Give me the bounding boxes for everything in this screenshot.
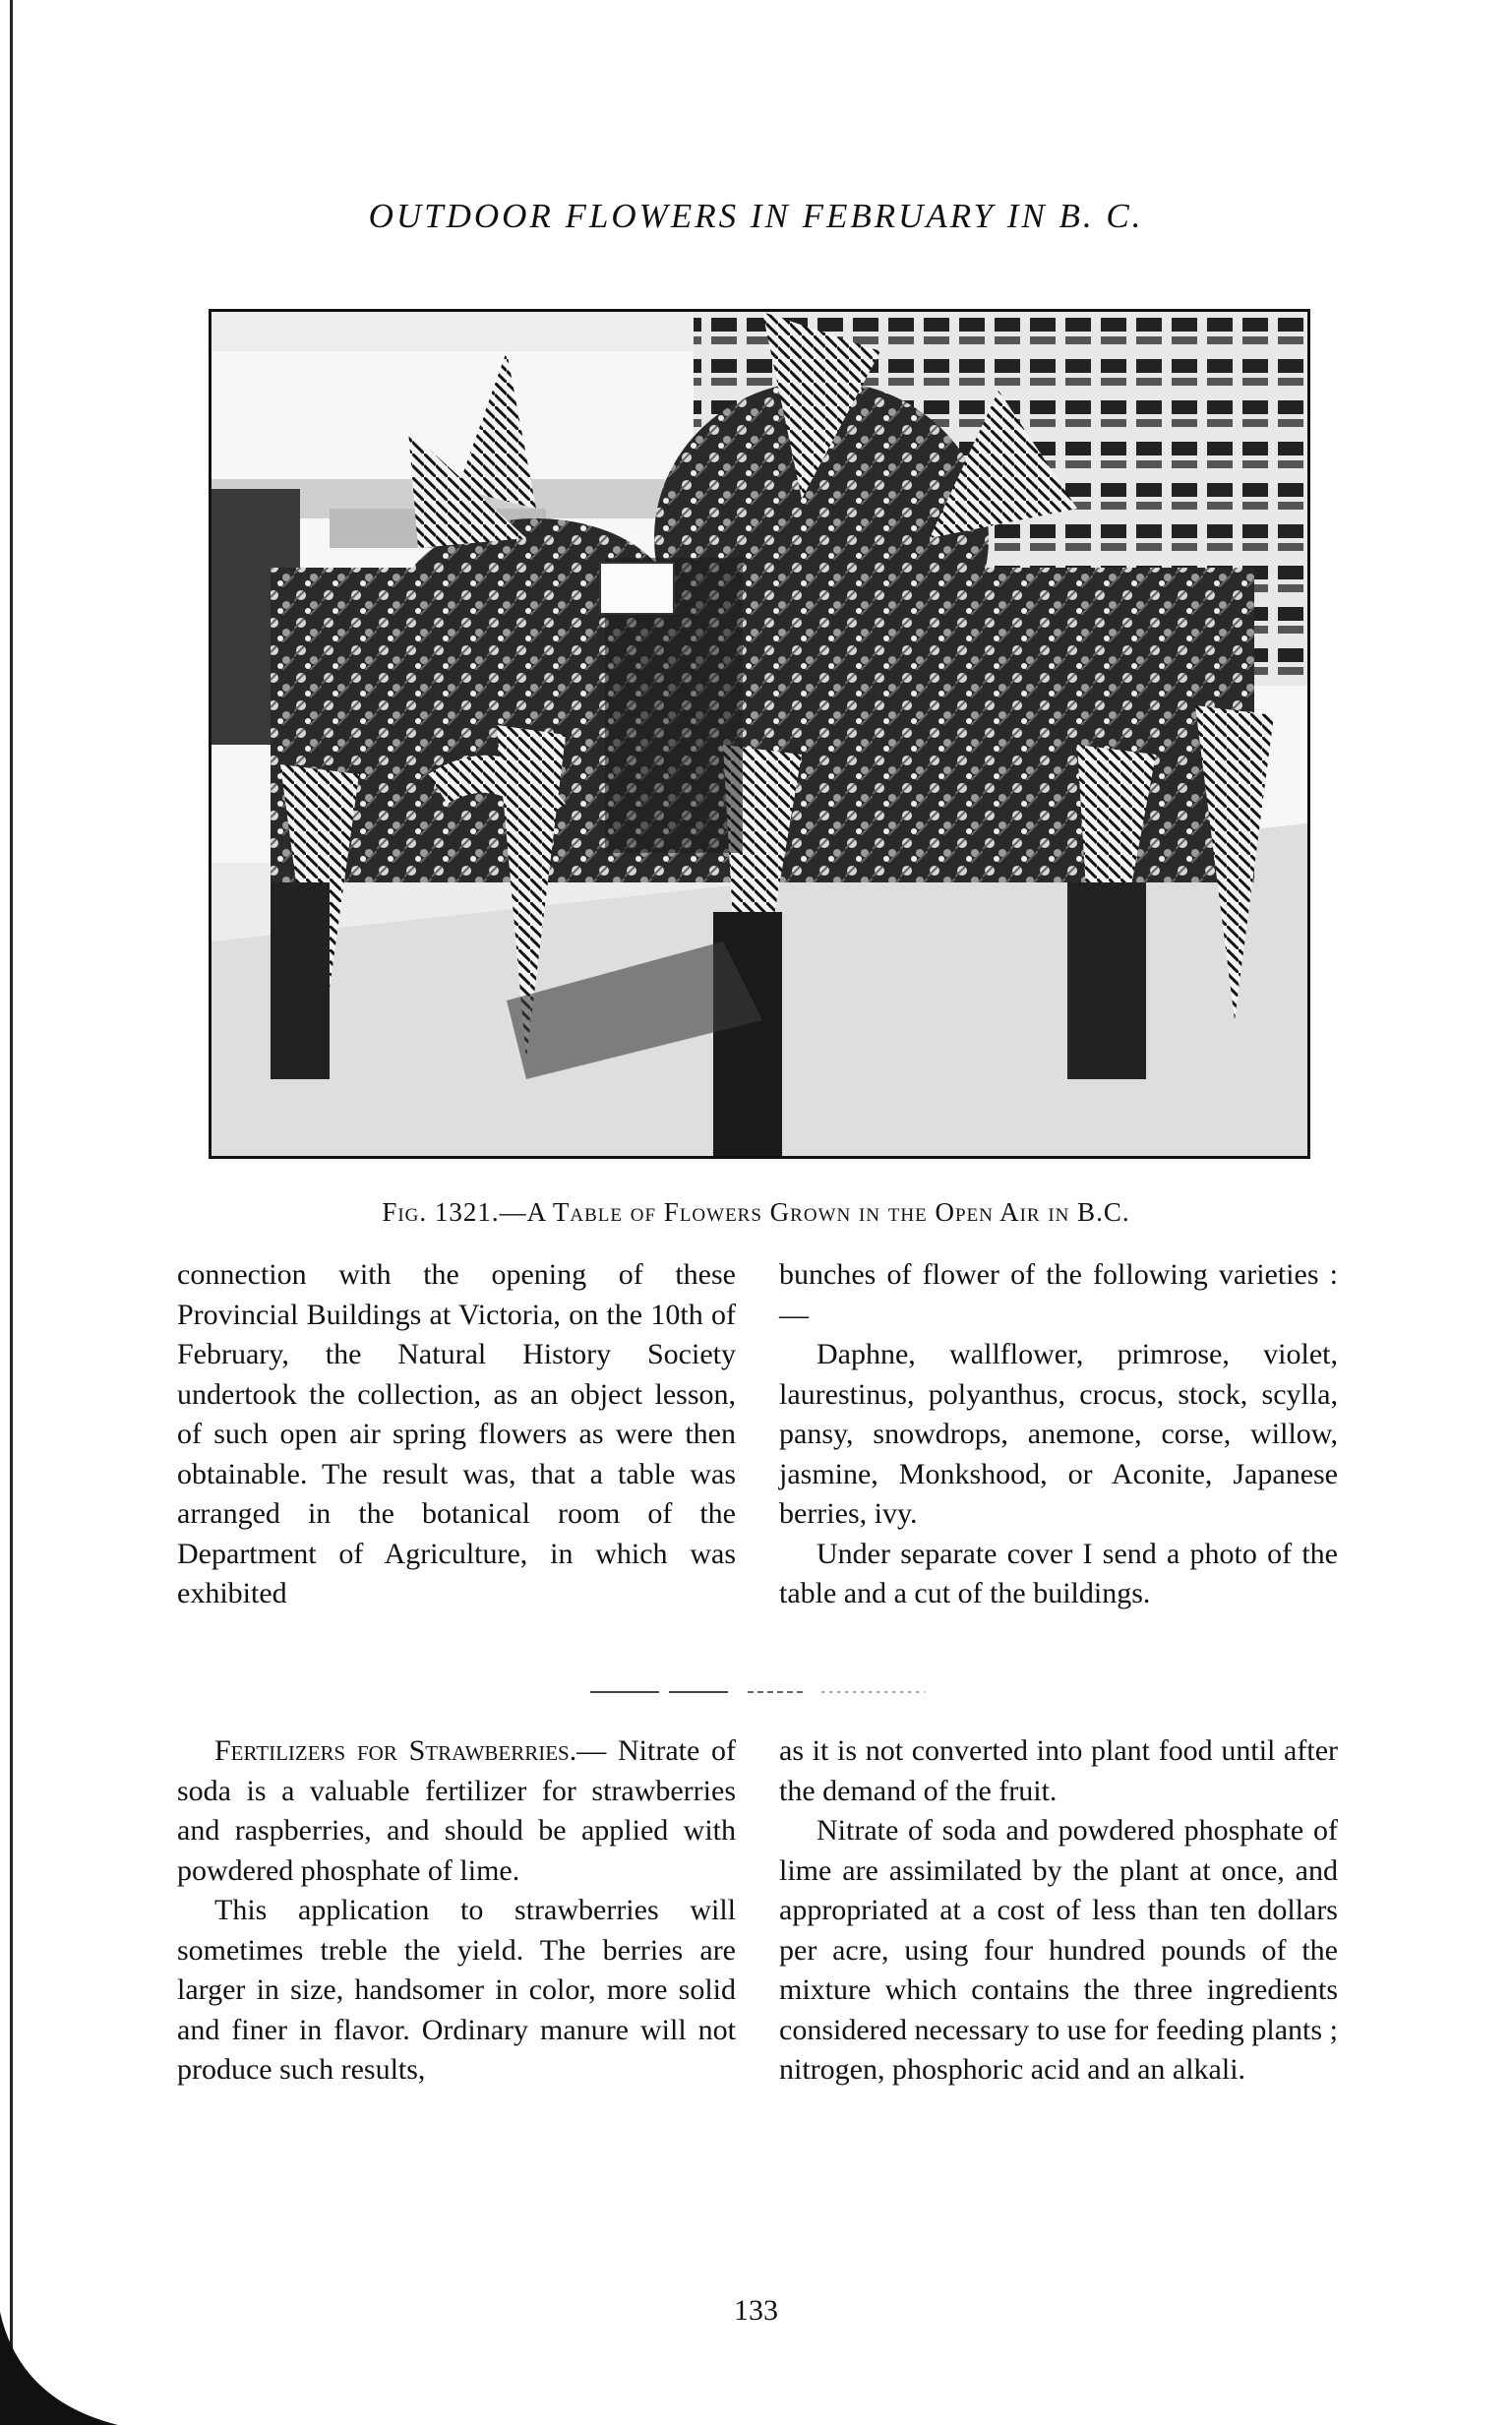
page-number: 133 — [734, 2294, 778, 2327]
paragraph: as it is not converted into plant food until after the demand of the fruit. — [779, 1734, 1338, 1807]
flower-table-photo — [209, 309, 1310, 1159]
running-title: OUTDOOR FLOWERS IN FEBRUARY IN B. C. — [368, 197, 1144, 235]
flower-varieties-list: Daphne, wallflower, primrose, violet, laurestinus, polyanthus, crocus, stock, scylla, pansy, snowdrops, anemone, corse, willow, jasmine, Monkshood, or Aconite, Japanese berries, ivy. — [779, 1338, 1338, 1530]
article2-right-column — [779, 1731, 1338, 2091]
paragraph: This application to strawberries will sometimes treble the yield. The berries are larger in size, handsomer in color, more solid and finer in flavor. Ordinary manure will not produce such results, — [177, 1894, 736, 2086]
section-divider — [590, 1690, 925, 1694]
photo-illustration — [212, 312, 1307, 1156]
paragraph: bunches of flower of the following varieties :— — [779, 1258, 1338, 1331]
paragraph: Nitrate of soda and powdered phosphate of lime are assimilated by the plant at once, and appropriated at a cost of less than ten dollars per acre, using four hundred pounds of the mixture which contains the three ingredients considered necessary to use for feeding plants ; nitrogen, phosphoric acid and an alkali. — [779, 1814, 1338, 2086]
paragraph: connection with the opening of these Provincial Buildings at Victoria, on the 10th of February, the Natural History Society undertook the collection, as an object lesson, of such open air spring flowers as were then obtainable. The result was, that a table was arranged in the botanical room of the Department of Agriculture, in which was exhibited — [177, 1258, 736, 1609]
paragraph: Under separate cover I send a photo of the table and a cut of the buildings. — [779, 1537, 1338, 1609]
article-heading: Fertilizers for Strawberries.— — [214, 1734, 607, 1767]
article2-left-column — [177, 1731, 736, 2091]
figure-caption: Fig. 1321.—A Table of Flowers Grown in the Open Air in B.C. — [382, 1197, 1130, 1227]
paragraph: Nitrate of soda is a valuable fertilizer for strawberries and raspberries, and should be applied with powdered phosphate of lime. — [177, 1734, 737, 1887]
article1-left-column — [177, 1255, 736, 1614]
article2-first-paragraph — [177, 1731, 736, 1891]
article1-right-column — [779, 1255, 1338, 1614]
